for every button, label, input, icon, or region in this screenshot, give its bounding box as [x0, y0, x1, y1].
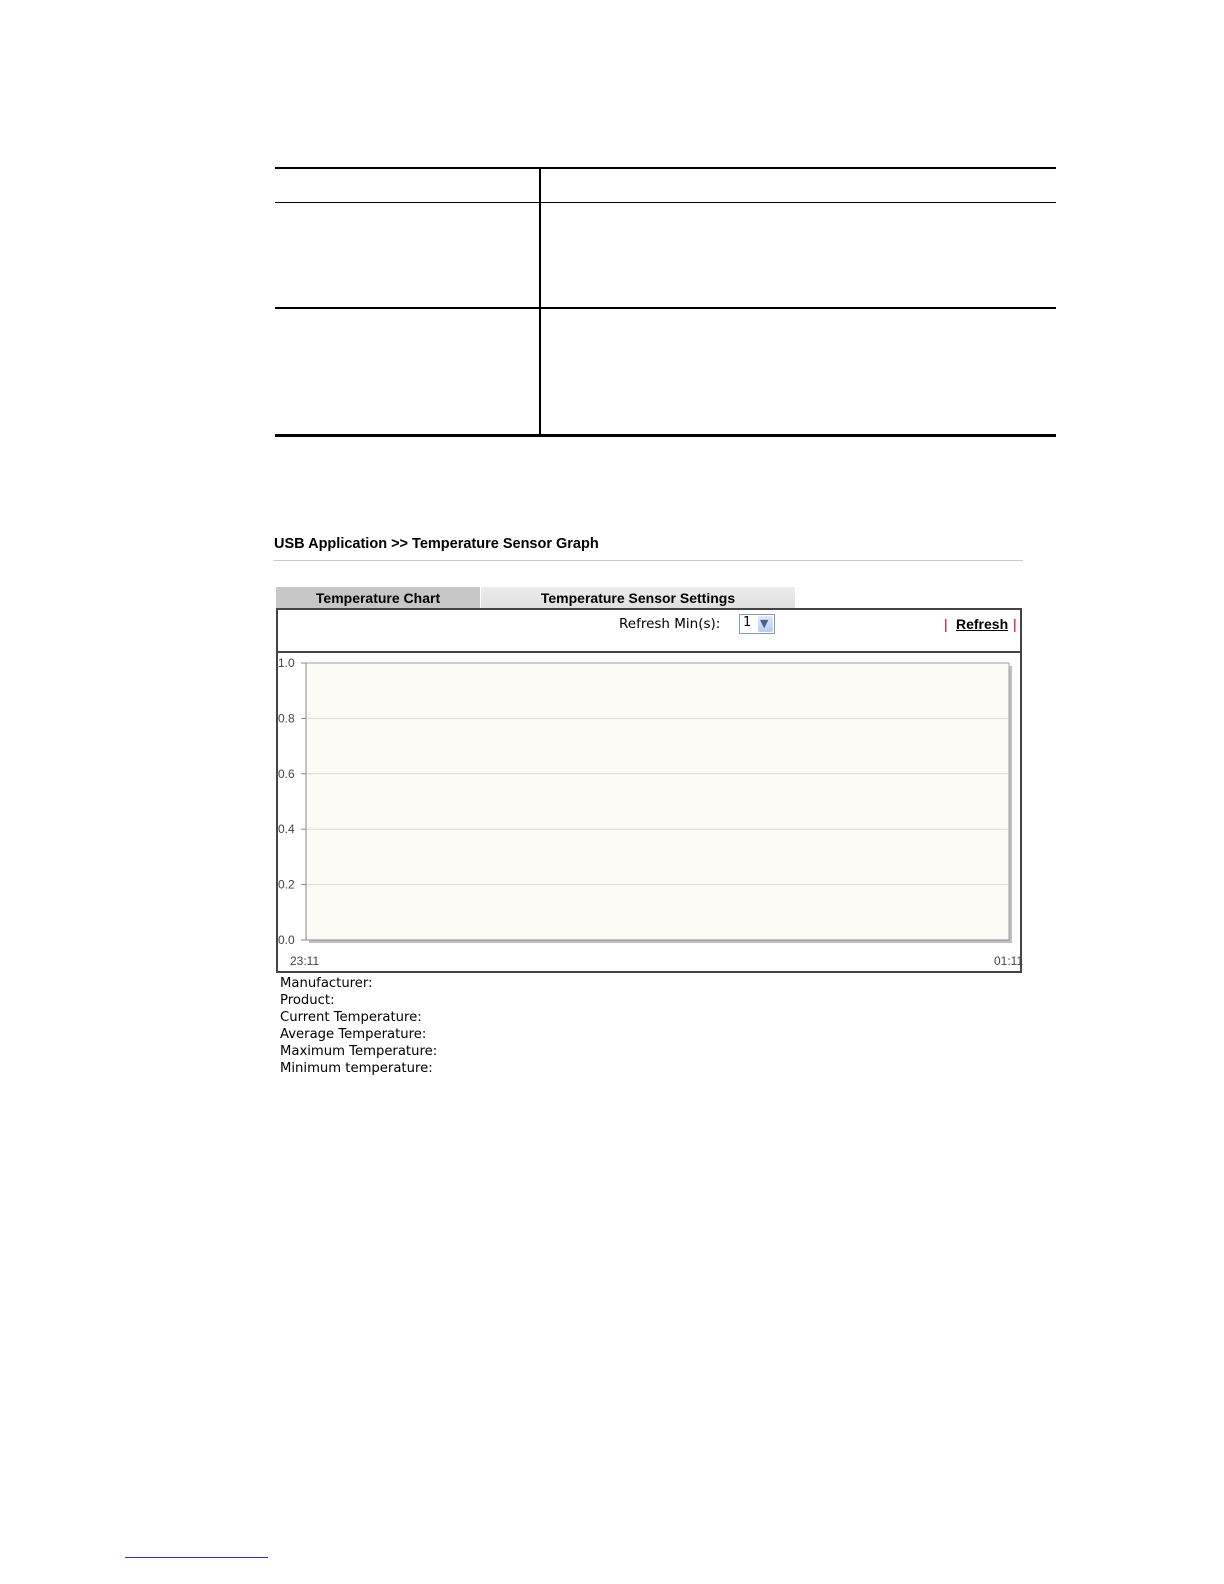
- product-label: Product:: [280, 993, 335, 1008]
- refresh-interval-value: 1: [743, 615, 752, 630]
- refresh-interval-select[interactable]: [739, 614, 775, 634]
- tab-temperature-chart[interactable]: Temperature Chart: [276, 587, 480, 608]
- y-tick-label: 0.0: [278, 933, 295, 947]
- manufacturer-label: Manufacturer:: [280, 976, 373, 991]
- chart-toolbar: [276, 608, 1022, 654]
- breadcrumb: USB Application >> Temperature Sensor Graph: [274, 536, 599, 552]
- tab-temperature-sensor-settings[interactable]: Temperature Sensor Settings: [481, 587, 795, 608]
- table-bottom-rule: [275, 434, 1056, 437]
- average-temperature-label: Average Temperature:: [280, 1027, 427, 1042]
- table-header-rule: [275, 202, 1056, 203]
- refresh-interval-label: Refresh Min(s):: [619, 616, 721, 632]
- y-tick-label: 0.4: [278, 822, 295, 837]
- table-row-rule: [275, 307, 1056, 309]
- temperature-chart: [276, 652, 1022, 973]
- temperature-chart-svg: [278, 653, 1024, 971]
- separator-left: |: [944, 616, 948, 632]
- footnote-rule: [125, 1557, 268, 1558]
- minimum-temperature-label: Minimum temperature:: [280, 1061, 433, 1076]
- x-tick-label: 23:11: [290, 954, 320, 968]
- table-column-divider: [539, 167, 541, 434]
- y-tick-label: 0.6: [278, 766, 295, 781]
- refresh-link[interactable]: Refresh: [956, 616, 1009, 632]
- y-tick-label: 0.2: [278, 877, 295, 892]
- y-tick-label: 0.8: [278, 711, 295, 726]
- description-table: [275, 167, 1056, 437]
- table-top-rule: [275, 167, 1056, 169]
- x-tick-label: 01:11: [994, 954, 1024, 968]
- plot-area: [306, 663, 1009, 940]
- y-tick-label: 1.0: [278, 656, 295, 670]
- sensor-info: [280, 975, 437, 1077]
- separator-right: |: [1013, 616, 1017, 632]
- breadcrumb-divider: [274, 560, 1023, 561]
- maximum-temperature-label: Maximum Temperature:: [280, 1044, 438, 1059]
- chevron-down-icon[interactable]: ▼: [758, 616, 773, 632]
- current-temperature-label: Current Temperature:: [280, 1010, 422, 1025]
